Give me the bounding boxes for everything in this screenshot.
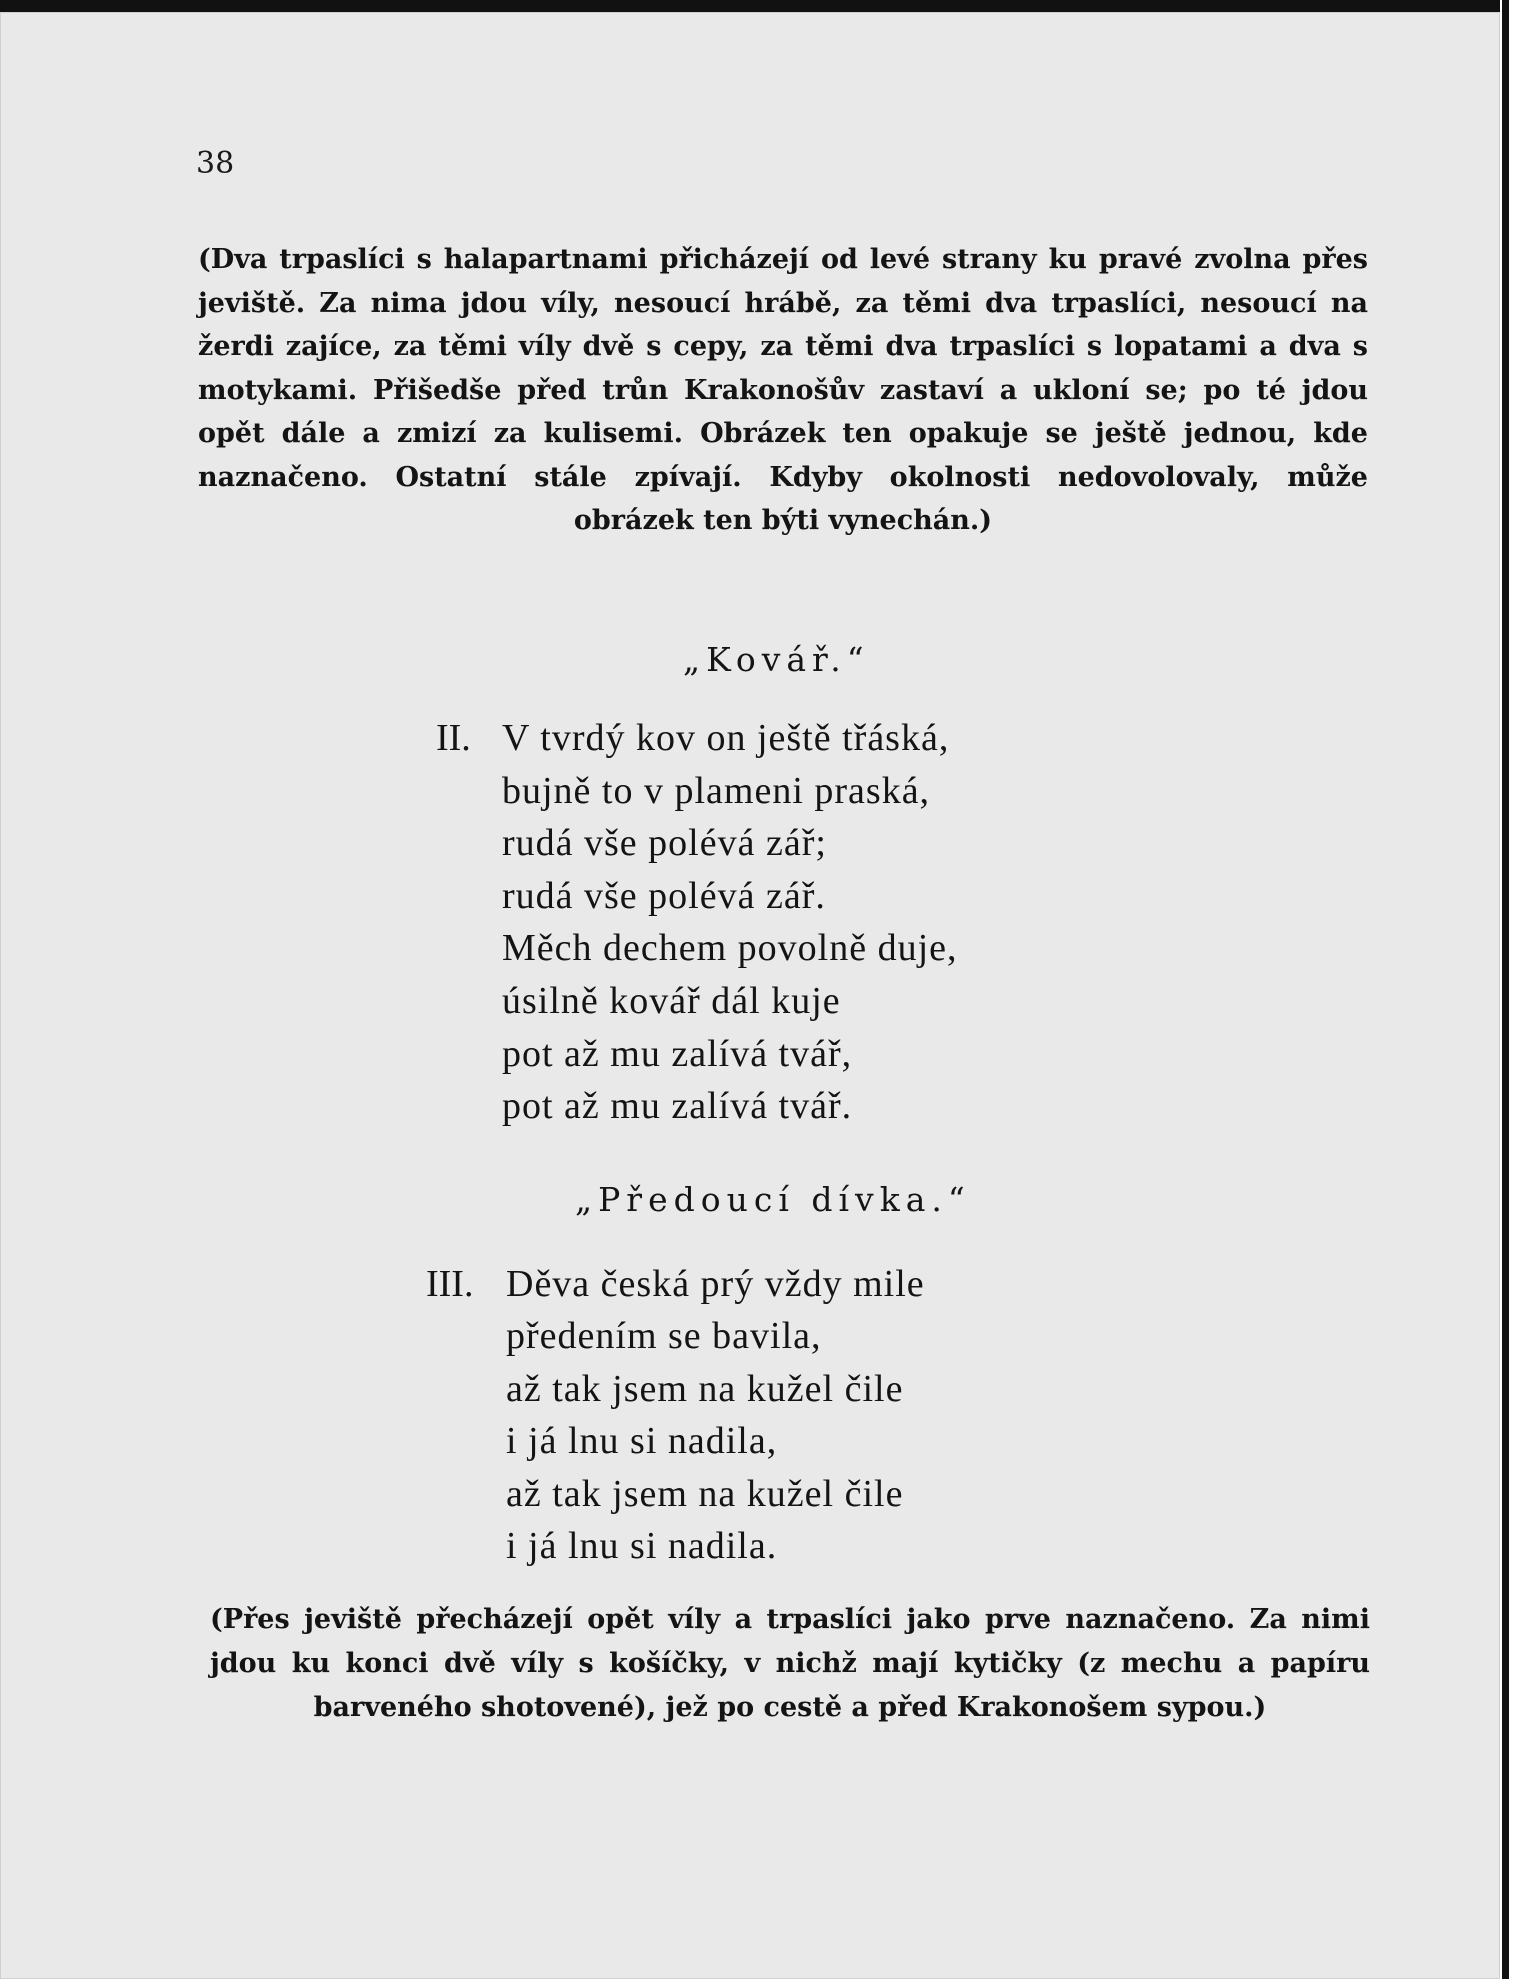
stanza-number: III. [426,1263,474,1305]
scan-right-border [1500,0,1529,1979]
verse-line: až tak jsem na kužel čile [506,1367,904,1410]
verse-line: i já lnu si nadila. [506,1525,778,1568]
verse-line: V tvrdý kov on ještě třáská, [502,717,950,759]
stanza-iii [426,1258,925,1572]
page-number: 38 [196,146,235,181]
stage-direction-top: (Dva trpaslíci s halapartnami přicházejí od levé strany ku pravé zvolna přes jeviště. Za nima jdou víly, nesoucí hrábě, za těmi dva trpaslíci, nesoucí na žerdi zajíce, za těmi víly dvě s cepy, za těmi dva trpaslíci s lopatami a dva s motykami. Přišedše před trůn Krakonošův zastaví a ukloní se; po té jdou opět dále a zmizí za kulisemi. Obrázek ten opakuje se ještě jednou, kde naznačeno. Ostatní stále zpívají. Kdyby okolnosti nedovolovaly, může obrázek ten býti vynechán.) [198,244,1368,536]
stanza-number: II. [436,717,471,759]
stage-direction-bottom: (Přes jeviště přecházejí opět víly a trpaslíci jako prve naznačeno. Za nimi jdou ku konci dvě víly s košíčky, v nichž mají kytičky (z mechu a papíru barveného shotovené), jež po cestě a před Krakonošem sypou.) [210,1604,1370,1723]
verse-line: rudá vše polévá zář. [502,874,826,917]
verse-line: Měch dechem povolně duje, [502,927,958,970]
song-title-predouci-divka: „Předoucí dívka.“ [575,1180,971,1219]
verse-line: rudá vše polévá zář; [502,822,827,865]
verse-line: úsilně kovář dál kuje [502,979,841,1022]
verse-line: až tak jsem na kužel čile [506,1472,904,1515]
verse-line: předením se bavila, [506,1315,822,1358]
verse-line: pot až mu zalívá tvář. [502,1085,853,1128]
verse-line: i já lnu si nadila, [506,1420,778,1463]
verse-line: Děva česká prý vždy mile [506,1263,925,1305]
song-title-kovar: „Kovář.“ [683,640,870,679]
stanza-ii [436,712,958,1133]
verse-line: bujně to v plameni praská, [502,769,931,812]
scan-top-border [0,0,1500,12]
verse-line: pot až mu zalívá tvář, [502,1032,853,1075]
